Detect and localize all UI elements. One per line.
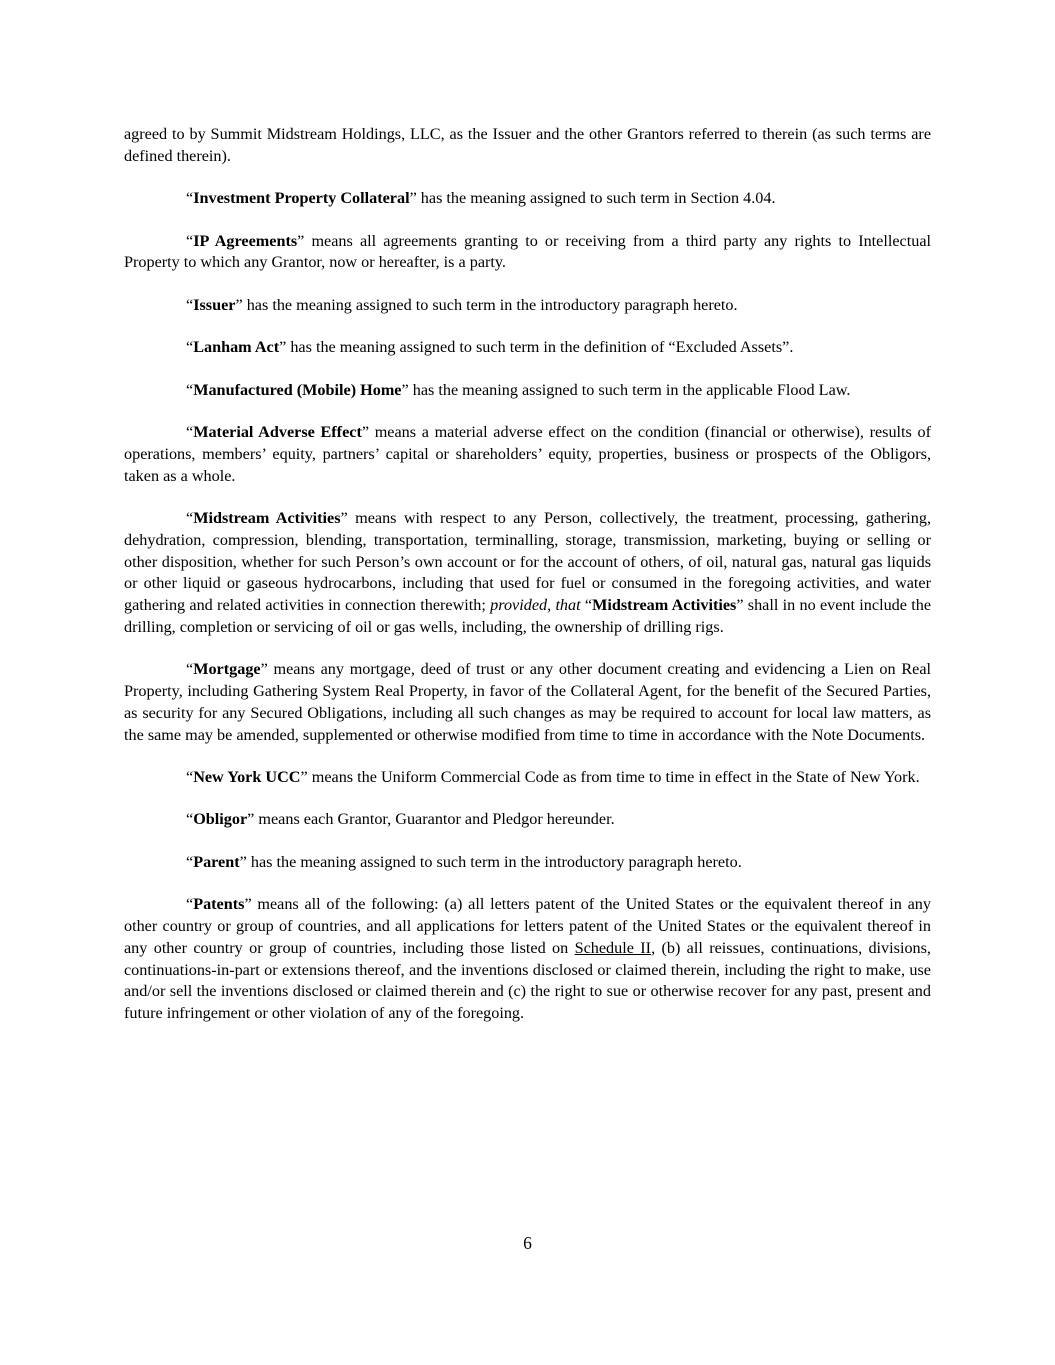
italic-text: provided bbox=[490, 596, 548, 615]
definition-paragraph bbox=[124, 852, 931, 874]
paragraph-text: ” shall in no event include the drilling, completion or servicing of oil or gas wells, including, the ownership of drilling rigs. bbox=[124, 596, 931, 636]
definition-paragraph bbox=[124, 295, 931, 317]
defined-term: Parent bbox=[193, 852, 240, 871]
paragraph-text: “ bbox=[186, 852, 194, 871]
definition-paragraph bbox=[124, 231, 931, 275]
paragraph-text: “ bbox=[186, 810, 194, 829]
paragraph-text: “ bbox=[580, 596, 593, 615]
definition-paragraph bbox=[124, 894, 931, 1025]
defined-term: Manufactured (Mobile) Home bbox=[193, 380, 402, 399]
defined-term: Obligor bbox=[193, 810, 248, 829]
definition-paragraph bbox=[124, 659, 931, 746]
paragraph-text: “ bbox=[186, 338, 194, 357]
paragraph-text: “ bbox=[186, 380, 194, 399]
continued-paragraph bbox=[124, 124, 931, 168]
definition-paragraph bbox=[124, 809, 931, 831]
paragraph-text: “ bbox=[186, 231, 194, 250]
paragraph-text: ” means any mortgage, deed of trust or any other document creating and evidencing a Lien on Real Property, including Gathering System Real Property, in favor of the Collateral Agent, for the benefit of the Secured Parties, as security for any Secured Obligations, including all such changes as may be required to account for local law matters, as the same may be amended, supplemented or otherwise modified from time to time in accordance with the Note Documents. bbox=[124, 660, 931, 744]
paragraph-text: ” has the meaning assigned to such term in the introductory paragraph hereto. bbox=[235, 295, 738, 314]
paragraph-text: “ bbox=[186, 768, 194, 787]
paragraph-text: agreed to by Summit Midstream Holdings, LLC, as the Issuer and the other Grantors referred to therein (as such terms are defined therein). bbox=[124, 125, 931, 165]
italic-text: that bbox=[555, 596, 581, 615]
paragraph-text: “ bbox=[186, 660, 194, 679]
defined-term: Midstream Activities bbox=[193, 508, 341, 527]
defined-term: Mortgage bbox=[193, 660, 261, 679]
paragraph-text: ” has the meaning assigned to such term in the introductory paragraph hereto. bbox=[239, 852, 742, 871]
defined-term: Midstream Activities bbox=[592, 596, 737, 615]
definition-paragraph bbox=[124, 188, 931, 210]
paragraph-text: “ bbox=[186, 422, 194, 441]
definition-paragraph bbox=[124, 380, 931, 402]
defined-term: Investment Property Collateral bbox=[193, 189, 410, 208]
paragraph-text: , bbox=[547, 596, 556, 615]
paragraph-text: ” means all agreements granting to or receiving from a third party any rights to Intellectual Property to which any Grantor, now or hereafter, is a party. bbox=[124, 231, 931, 272]
paragraph-text: ” means the Uniform Commercial Code as from time to time in effect in the State of New York. bbox=[300, 768, 920, 787]
document-body bbox=[124, 124, 931, 1046]
schedule-reference: Schedule II bbox=[574, 938, 652, 957]
page-number: 6 bbox=[523, 1233, 532, 1253]
paragraph-text: ” has the meaning assigned to such term in the applicable Flood Law. bbox=[401, 380, 851, 399]
defined-term: IP Agreements bbox=[193, 231, 298, 250]
definition-paragraph bbox=[124, 337, 931, 359]
definition-paragraph bbox=[124, 422, 931, 487]
paragraph-text: , (b) all reissues, continuations, divisions, continuations-in-part or extensions thereof, and the inventions disclosed or claimed therein, including the right to make, use and/or sell the inventions disclosed or claimed therein and (c) the right to sue or otherwise recover for any past, present and future infringement or other violation of any of the foregoing. bbox=[124, 938, 931, 1023]
paragraph-text: ” means all of the following: (a) all letters patent of the United States or the equivalent thereof in any other country or group of countries, and all applications for letters patent of the United States or the equivalent thereof in any other country or group of countries, including those listed on bbox=[124, 895, 931, 957]
definition-paragraph bbox=[124, 767, 931, 789]
paragraph-text: ” means each Grantor, Guarantor and Pledgor hereunder. bbox=[247, 810, 615, 829]
paragraph-text: “ bbox=[186, 508, 194, 527]
defined-term: Material Adverse Effect bbox=[193, 422, 362, 441]
paragraph-text: “ bbox=[186, 189, 194, 208]
paragraph-text: “ bbox=[186, 895, 194, 914]
paragraph-text: ” means with respect to any Person, collectively, the treatment, processing, gathering, dehydration, compression, blending, transportation, terminalling, storage, transmission, marketing, buying or selling or other disposition, whether for such Person’s own account or for the account of others, of oil, natural gas, natural gas liquids or other liquid or gaseous hydrocarbons, including that used for fuel or consumed in the foregoing activities, and water gathering and related activities in connection therewith; bbox=[124, 508, 931, 615]
defined-term: Patents bbox=[193, 895, 245, 914]
paragraph-text: ” means a material adverse effect on the condition (financial or otherwise), results of operations, members’ equity, partners’ capital or shareholders’ equity, properties, business or prospects of the Obligors, taken as a whole. bbox=[124, 422, 932, 485]
definition-paragraph bbox=[124, 508, 931, 639]
paragraph-text: ” has the meaning assigned to such term in the definition of “Excluded Assets”. bbox=[279, 338, 794, 357]
defined-term: Lanham Act bbox=[193, 338, 280, 357]
paragraph-text: ” has the meaning assigned to such term in Section 4.04. bbox=[409, 189, 776, 208]
paragraph-text: “ bbox=[186, 295, 194, 314]
defined-term: New York UCC bbox=[193, 768, 301, 787]
defined-term: Issuer bbox=[193, 295, 236, 314]
